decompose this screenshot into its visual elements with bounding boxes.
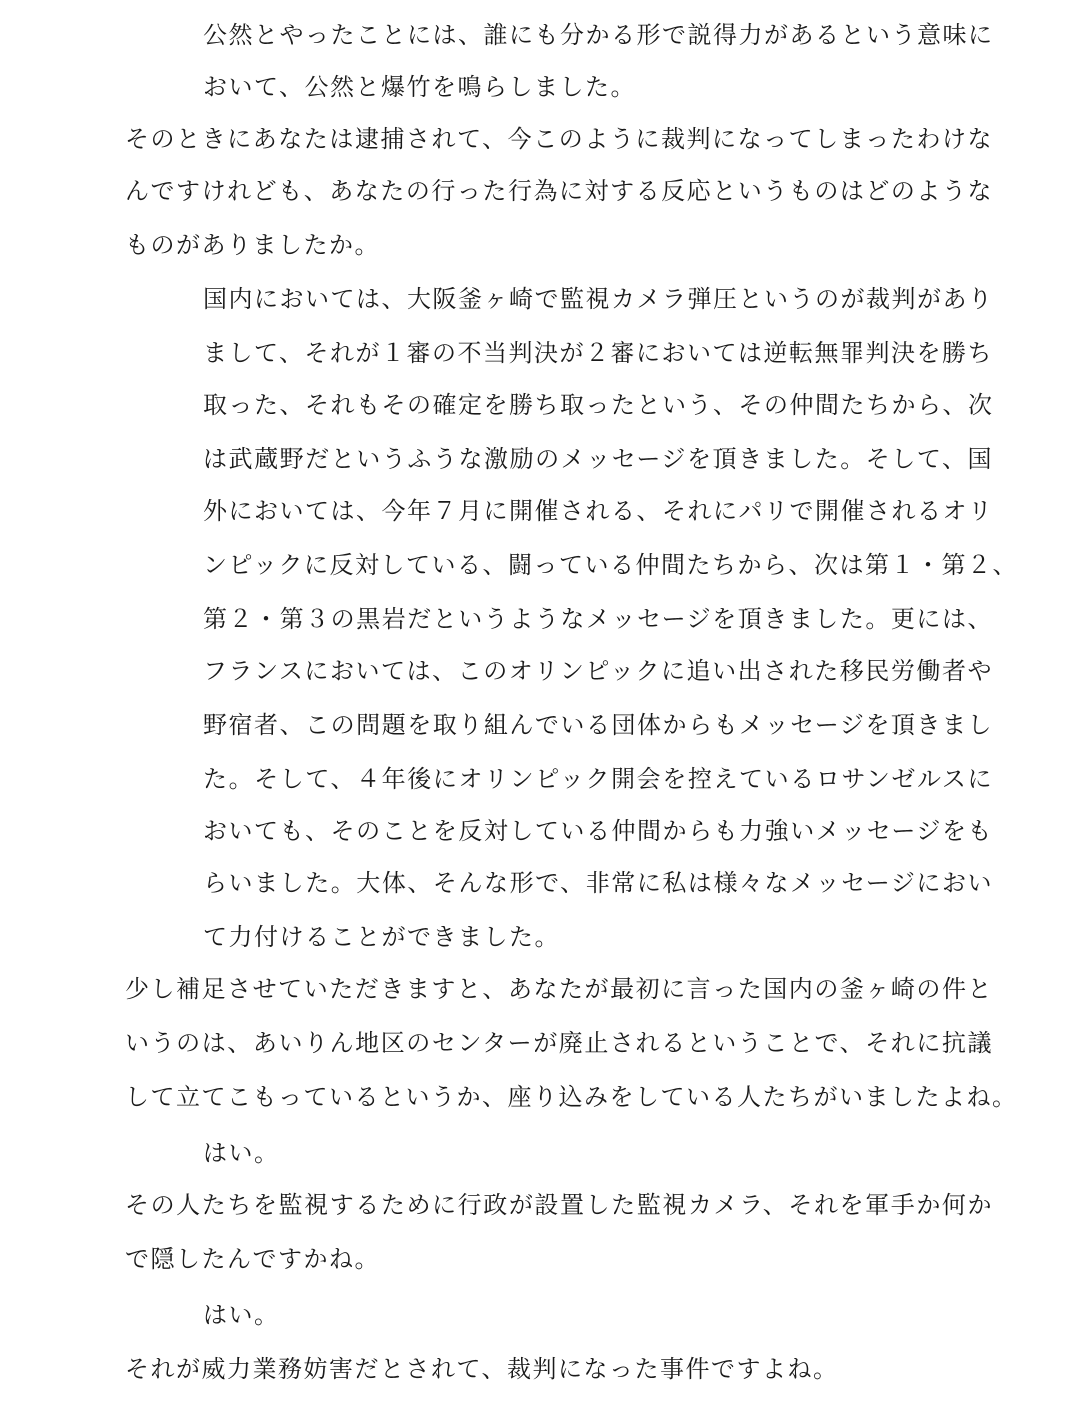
- transcript-line: 国内においては、大阪釜ヶ崎で監視カメラ弾圧というのが裁判があり: [203, 285, 994, 313]
- transcript-line: いうのは、あいりん地区のセンターが廃止されるということで、それに抗議: [125, 1029, 993, 1057]
- transcript-line: で隠したんですかね。: [125, 1245, 380, 1273]
- transcript-line: ンピックに反対している、闘っている仲間たちから、次は第１・第２、: [203, 551, 1019, 579]
- transcript-line: おいても、そのことを反対している仲間からも力強いメッセージをも: [203, 817, 993, 845]
- transcript-line: その人たちを監視するために行政が設置した監視カメラ、それを軍手か何か: [125, 1191, 993, 1219]
- transcript-line: て力付けることができました。: [203, 923, 560, 951]
- transcript-line: 少し補足させていただきますと、あなたが最初に言った国内の釜ヶ崎の件と: [125, 975, 993, 1003]
- transcript-line: それが威力業務妨害だとされて、裁判になった事件ですよね。: [125, 1355, 839, 1383]
- transcript-line: は武蔵野だというふうな激励のメッセージを頂きました。そして、国: [203, 445, 993, 473]
- transcript-line: まして、それが１審の不当判決が２審においては逆転無罪判決を勝ち: [203, 339, 994, 367]
- transcript-line: ものがありましたか。: [125, 231, 380, 259]
- transcript-line: んですけれども、あなたの行った行為に対する反応というものはどのような: [125, 177, 993, 205]
- transcript-line: おいて、公然と爆竹を鳴らしました。: [203, 73, 637, 101]
- transcript-line: はい。: [203, 1301, 280, 1329]
- transcript-line: 公然とやったことには、誰にも分かる形で説得力があるという意味に: [203, 21, 994, 49]
- transcript-line: フランスにおいては、このオリンピックに追い出された移民労働者や: [203, 657, 993, 685]
- transcript-line: して立てこもっているというか、座り込みをしている人たちがいましたよね。: [125, 1083, 1018, 1111]
- transcript-line: た。そして、４年後にオリンピック開会を控えているロサンゼルスに: [203, 765, 993, 793]
- transcript-line: はい。: [203, 1139, 280, 1167]
- transcript-line: 第２・第３の黒岩だというようなメッセージを頂きました。更には、: [203, 605, 993, 633]
- transcript-line: 取った、それもその確定を勝ち取ったという、その仲間たちから、次: [203, 391, 994, 419]
- transcript-line: 外においては、今年７月に開催される、それにパリで開催されるオリ: [203, 497, 994, 525]
- transcript-line: そのときにあなたは逮捕されて、今このように裁判になってしまったわけな: [125, 125, 993, 153]
- transcript-line: 野宿者、この問題を取り組んでいる団体からもメッセージを頂きまし: [203, 711, 993, 739]
- transcript-line: らいました。大体、そんな形で、非常に私は様々なメッセージにおい: [203, 869, 993, 897]
